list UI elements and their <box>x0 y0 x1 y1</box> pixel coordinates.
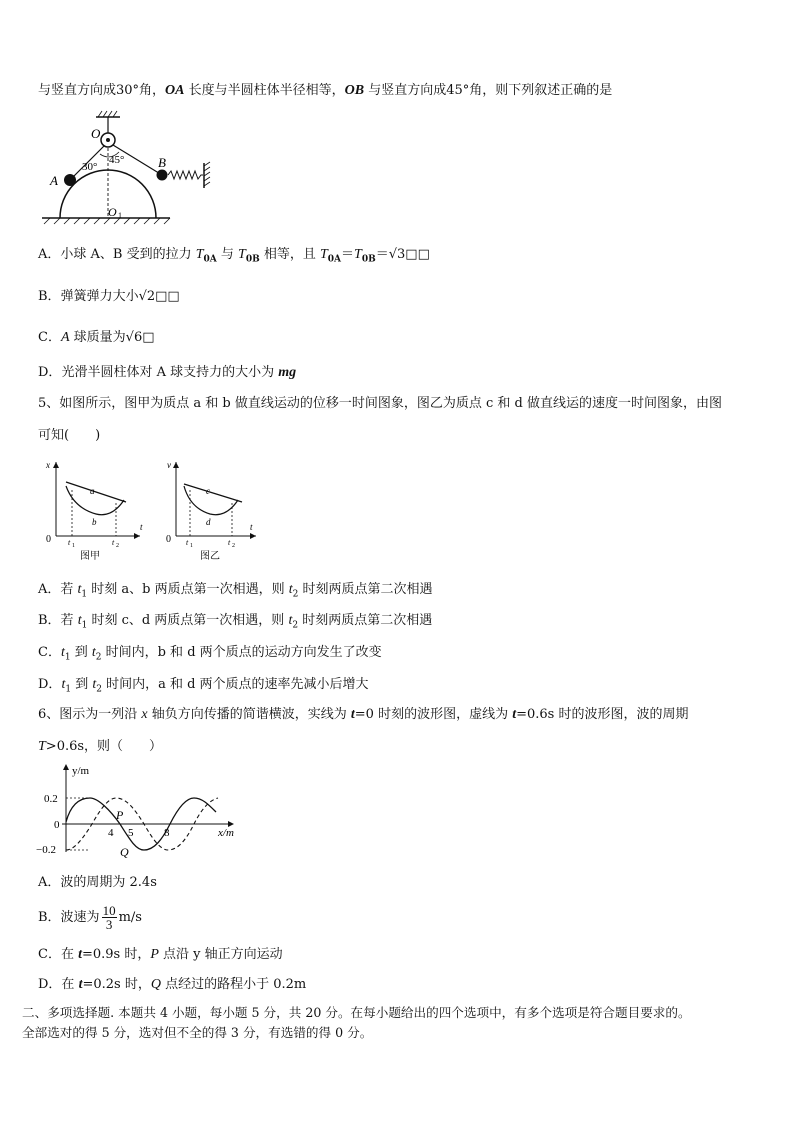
q6-stem-c: =0 时刻的波形图，虚线为 <box>354 707 513 722</box>
q5-c-mid: 到 <box>70 645 92 660</box>
fig5-v-label: v <box>167 460 171 470</box>
q5-c-s2: 2 <box>95 652 102 663</box>
fig6-x-label: x/m <box>218 827 234 839</box>
fig5-origin-1: 0 <box>46 534 51 545</box>
q4-c-text: 球质量为 <box>69 330 126 345</box>
q4-a-text3: 相等，且 <box>259 247 320 262</box>
label-b: B <box>158 155 166 170</box>
q4-b-tail: □□ <box>155 289 180 304</box>
q6-d-pre: D．在 <box>38 977 79 992</box>
q6-option-a: A．波的周期为 2.4s <box>38 875 157 890</box>
q5-option-a <box>38 581 433 604</box>
fig6-point-p: P <box>116 808 124 822</box>
q4-a-eq2: ＝ <box>375 247 389 262</box>
q5-figure <box>40 456 260 566</box>
q4-d-mg: mg <box>278 365 297 380</box>
q6-b-num: 10 <box>102 903 116 918</box>
fig5-t2-a: t <box>112 538 115 547</box>
q6-stem-T: T <box>38 739 46 754</box>
q5-d-post: 时间内，a 和 d 两个质点的速率先减小后增大 <box>101 677 369 692</box>
q5-b-s1: 1 <box>81 620 88 631</box>
label-o1-sub: 1 <box>118 211 122 220</box>
q6-stem-rest: >0.6s，则（ ） <box>45 739 163 754</box>
q5-b-pre: B．若 <box>38 613 78 628</box>
label-45: 45° <box>109 154 125 166</box>
fig6-x-5: 5 <box>128 827 134 839</box>
q4-a-label: A． <box>38 247 61 262</box>
q4-d-text: 光滑半圆柱体对 A 球支持力的大小为 <box>61 365 279 380</box>
fig6-x-8: 8 <box>164 827 170 839</box>
q4-a-text2: 与 <box>216 247 239 262</box>
fig6-x-4: 4 <box>108 827 114 839</box>
q4-a-sub3: 0A <box>327 254 342 265</box>
q6-c-mid: =0.9s 时， <box>81 947 151 962</box>
q6-option-b <box>38 903 142 933</box>
fig6-y-label: y/m <box>72 765 90 777</box>
q6-b-den: 3 <box>105 917 113 932</box>
intro-text-e: 与竖直方向成45°角，则下列叙述正确的是 <box>364 83 613 98</box>
fig5-caption-2: 图乙 <box>200 551 220 562</box>
q4-a-tail: □□ <box>405 247 430 262</box>
q4-a-sub4: 0B <box>361 254 376 265</box>
q5-a-s1: 1 <box>81 589 88 600</box>
q4-b-root: √2 <box>138 289 156 304</box>
q5-option-b <box>38 612 432 635</box>
q5-c-t1: t <box>60 645 65 660</box>
q6-stem-t2: t <box>512 707 517 722</box>
q5-a-s2: 2 <box>292 589 299 600</box>
q5-d-t1: t <box>61 677 66 692</box>
label-a: A <box>50 173 58 188</box>
q5-b-t2: t <box>288 613 293 628</box>
fig5-origin-2: 0 <box>166 534 171 545</box>
q4-a-root: √3 <box>388 247 406 262</box>
fig5-label-a: a <box>90 486 95 496</box>
label-o: O <box>91 126 101 141</box>
q6-c-pre: C．在 <box>38 947 79 962</box>
fig5-caption-1: 图甲 <box>80 551 100 562</box>
q4-a-text1: 小球 A、B 受到的拉力 <box>60 247 196 262</box>
q4-a-t2: T <box>238 247 246 262</box>
fig5-t1-b: t <box>186 538 189 547</box>
q4-c-root: √6 <box>125 330 143 345</box>
q6-wave-figure <box>36 760 246 860</box>
q4-option-a <box>38 246 430 269</box>
fig5-label-b: b <box>92 517 97 527</box>
fig5-x-label: x <box>46 460 50 470</box>
q4-d-label: D． <box>38 365 62 380</box>
fig5-t2-a-sub: 2 <box>116 543 119 549</box>
fig5-t2-b-sub: 2 <box>232 543 235 549</box>
q6-stem-t1: t <box>350 707 355 722</box>
q5-stem-1: 5、如图所示，图甲为质点 a 和 b 做直线运动的位移一时间图象，图乙为质点 c 和 d 做直线运的速度一时间图象，由图 <box>38 396 723 411</box>
q5-a-post: 时刻两质点第二次相遇 <box>298 582 433 597</box>
fig5-t-1: t <box>140 522 143 532</box>
q6-option-c <box>38 946 283 964</box>
q5-option-d <box>38 676 369 699</box>
q4-a-sub1: 0A <box>203 254 217 265</box>
fig5-t1-b-sub: 1 <box>190 543 193 549</box>
q4-option-b <box>38 288 180 306</box>
q4-c-var: A <box>60 330 70 345</box>
intro-oa: OA <box>165 83 185 98</box>
fig6-point-q: Q <box>120 845 129 859</box>
fig6-y-m02: −0.2 <box>36 844 56 856</box>
q4-c-label: C． <box>38 330 61 345</box>
section2-line2: 全部选对的得 5 分，选对但不全的得 3 分，有选错的得 0 分。 <box>22 1025 373 1040</box>
q5-a-t1: t <box>77 582 82 597</box>
q5-a-t2: t <box>288 582 293 597</box>
q4-b-label: B． <box>38 289 61 304</box>
q5-b-mid: 时刻 c、d 两质点第一次相遇，则 <box>87 613 289 628</box>
label-30: 30° <box>82 161 98 173</box>
q5-c-t2: t <box>91 645 96 660</box>
q6-d-post: 点经过的路程小于 0.2m <box>160 977 307 992</box>
q5-d-pre: D． <box>38 677 62 692</box>
q4-b-text: 弹簧弹力大小 <box>60 289 139 304</box>
q6-stem-x: x <box>141 707 148 722</box>
q6-d-q: Q <box>150 977 161 992</box>
q5-c-s1: 1 <box>64 652 71 663</box>
q5-b-post: 时刻两质点第二次相遇 <box>298 613 433 628</box>
q6-b-fraction <box>102 904 117 931</box>
q6-stem-1 <box>38 706 688 724</box>
q4-c-tail: □ <box>142 330 155 345</box>
label-o1: O <box>108 205 117 219</box>
q5-c-pre: C． <box>38 645 61 660</box>
q4-option-d <box>38 364 296 382</box>
q5-d-s1: 1 <box>65 684 72 695</box>
intro-line <box>38 82 612 100</box>
q4-a-t3: T <box>319 247 328 262</box>
ball-a <box>64 174 76 186</box>
q6-b-unit: m/s <box>118 910 142 925</box>
q4-a-t4: T <box>354 247 362 262</box>
q6-stem-2 <box>38 738 162 756</box>
q4-a-t1: T <box>195 247 204 262</box>
q6-option-d <box>38 976 306 994</box>
q5-b-s2: 2 <box>292 620 299 631</box>
q5-a-pre: A．若 <box>38 582 78 597</box>
fig5-t1-a: t <box>68 538 71 547</box>
q6-c-p: P <box>150 947 159 962</box>
q6-d-mid: =0.2s 时， <box>82 977 151 992</box>
q5-c-post: 时间内，b 和 d 两个质点的运动方向发生了改变 <box>101 645 382 660</box>
fig5-t2-b: t <box>228 538 231 547</box>
intro-text-c: 长度与半圆柱体半径相等， <box>184 83 345 98</box>
fig5-t1-a-sub: 1 <box>72 543 75 549</box>
q4-a-sub2: 0B <box>245 254 260 265</box>
q6-stem-b: 轴负方向传播的简谐横波，实线为 <box>147 707 351 722</box>
q5-d-mid: 到 <box>71 677 93 692</box>
q5-option-c <box>38 644 382 667</box>
q6-stem-d: =0.6s 时的波形图，波的周期 <box>516 707 689 722</box>
intro-ob: OB <box>344 83 365 98</box>
q6-d-t: t <box>78 977 83 992</box>
fig6-y-0: 0 <box>54 819 60 831</box>
q6-stem-a: 6、图示为一列沿 <box>38 707 142 722</box>
q6-c-t: t <box>78 947 82 962</box>
fig6-y-02: 0.2 <box>44 793 58 805</box>
section2-line1: 二、多项选择题. 本题共 4 小题，每小题 5 分，共 20 分。在每小题给出的四个选项中，有多个选项是符合题目要求的。 <box>22 1005 691 1020</box>
q6-b-pre: B．波速为 <box>38 910 100 925</box>
q5-a-mid: 时刻 a、b 两质点第一次相遇，则 <box>87 582 289 597</box>
fig5-t-2: t <box>250 522 253 532</box>
q5-d-t2: t <box>92 677 97 692</box>
ball-b <box>157 170 168 181</box>
q5-stem-2: 可知( ) <box>38 428 101 443</box>
q4-option-c <box>38 329 155 347</box>
q6-c-post: 点沿 y 轴正方向运动 <box>158 947 283 962</box>
q5-d-s2: 2 <box>96 684 102 695</box>
intro-text-a: 与竖直方向成30°角， <box>38 83 166 98</box>
fig5-label-d: d <box>206 517 211 527</box>
q4-a-eq1: ＝ <box>341 247 355 262</box>
fig5-label-c: c <box>206 486 210 496</box>
q5-b-t1: t <box>77 613 82 628</box>
q4-figure <box>40 108 230 230</box>
